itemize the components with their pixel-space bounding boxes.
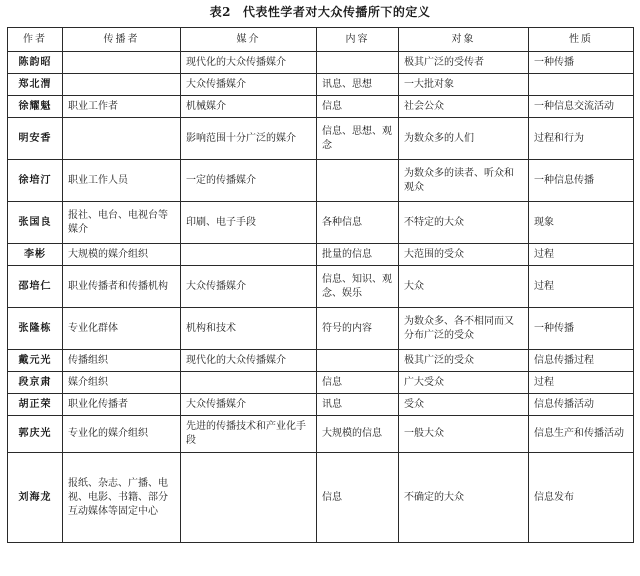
cell-medium (181, 244, 317, 266)
cell-author: 陈韵昭 (8, 52, 63, 74)
cell-communicator: 职业工作人员 (63, 160, 181, 202)
definitions-table (7, 27, 634, 543)
cell-medium: 机械媒介 (181, 96, 317, 118)
table-number: 表2 (209, 5, 231, 19)
cell-content: 讯息 (317, 394, 399, 416)
cell-content: 信息、知识、观念、娱乐 (317, 266, 399, 308)
table-row (8, 118, 634, 160)
cell-content (317, 160, 399, 202)
cell-author: 徐耀魁 (8, 96, 63, 118)
cell-audience: 大范围的受众 (399, 244, 529, 266)
header-author: 作者 (8, 28, 63, 52)
cell-medium: 机构和技术 (181, 308, 317, 350)
table-row (8, 453, 634, 543)
header-content: 内容 (317, 28, 399, 52)
cell-communicator: 专业化群体 (63, 308, 181, 350)
table-title: 代表性学者对大众传播所下的定义 (242, 5, 431, 19)
cell-medium: 影响范围十分广泛的媒介 (181, 118, 317, 160)
cell-nature: 信息发布 (529, 453, 634, 543)
cell-author: 刘海龙 (8, 453, 63, 543)
cell-audience: 广大受众 (399, 372, 529, 394)
table-header-row (8, 28, 634, 52)
cell-nature: 信息传播过程 (529, 350, 634, 372)
cell-communicator: 报社、电台、电视台等媒介 (63, 202, 181, 244)
cell-content (317, 350, 399, 372)
cell-nature (529, 74, 634, 96)
cell-content (317, 52, 399, 74)
table-row (8, 52, 634, 74)
table-row (8, 96, 634, 118)
cell-audience: 受众 (399, 394, 529, 416)
cell-medium: 大众传播媒介 (181, 74, 317, 96)
cell-communicator (63, 74, 181, 96)
cell-communicator (63, 118, 181, 160)
cell-nature: 一种传播 (529, 52, 634, 74)
table-row (8, 308, 634, 350)
cell-medium (181, 372, 317, 394)
cell-content: 符号的内容 (317, 308, 399, 350)
cell-nature: 过程 (529, 244, 634, 266)
cell-medium: 印刷、电子手段 (181, 202, 317, 244)
table-row (8, 416, 634, 453)
cell-content: 大规模的信息 (317, 416, 399, 453)
cell-communicator: 职业化传播者 (63, 394, 181, 416)
cell-communicator: 职业工作者 (63, 96, 181, 118)
cell-author: 明安香 (8, 118, 63, 160)
cell-audience: 为数众多的读者、听众和观众 (399, 160, 529, 202)
cell-nature: 一种传播 (529, 308, 634, 350)
cell-nature: 过程和行为 (529, 118, 634, 160)
cell-communicator (63, 52, 181, 74)
header-audience: 对象 (399, 28, 529, 52)
table-row (8, 372, 634, 394)
cell-author: 邵培仁 (8, 266, 63, 308)
cell-medium: 大众传播媒介 (181, 394, 317, 416)
cell-author: 张国良 (8, 202, 63, 244)
cell-communicator: 媒介组织 (63, 372, 181, 394)
cell-audience: 极其广泛的受传者 (399, 52, 529, 74)
cell-audience: 为数众多的人们 (399, 118, 529, 160)
cell-nature: 过程 (529, 372, 634, 394)
cell-nature: 现象 (529, 202, 634, 244)
cell-author: 郑北渭 (8, 74, 63, 96)
header-medium: 媒介 (181, 28, 317, 52)
cell-author: 段京肃 (8, 372, 63, 394)
cell-content: 批量的信息 (317, 244, 399, 266)
cell-nature: 一种信息传播 (529, 160, 634, 202)
cell-content: 各种信息 (317, 202, 399, 244)
cell-communicator: 传播组织 (63, 350, 181, 372)
table-row (8, 394, 634, 416)
cell-communicator: 大规模的媒介组织 (63, 244, 181, 266)
cell-medium: 现代化的大众传播媒介 (181, 52, 317, 74)
cell-communicator: 专业化的媒介组织 (63, 416, 181, 453)
cell-medium: 先进的传播技术和产业化手段 (181, 416, 317, 453)
table-row (8, 350, 634, 372)
cell-communicator: 报纸、杂志、广播、电视、电影、书籍、部分互动媒体等固定中心 (63, 453, 181, 543)
cell-content: 信息 (317, 372, 399, 394)
table-row (8, 266, 634, 308)
cell-author: 戴元光 (8, 350, 63, 372)
table-row (8, 202, 634, 244)
table-row (8, 74, 634, 96)
cell-medium (181, 453, 317, 543)
cell-author: 胡正荣 (8, 394, 63, 416)
cell-audience: 不确定的大众 (399, 453, 529, 543)
cell-nature: 信息传播活动 (529, 394, 634, 416)
cell-medium: 大众传播媒介 (181, 266, 317, 308)
table-row (8, 244, 634, 266)
table-caption (0, 4, 640, 20)
cell-content: 讯息、思想 (317, 74, 399, 96)
cell-communicator: 职业传播者和传播机构 (63, 266, 181, 308)
cell-medium: 现代化的大众传播媒介 (181, 350, 317, 372)
cell-audience: 大众 (399, 266, 529, 308)
cell-audience: 社会公众 (399, 96, 529, 118)
cell-author: 张隆栋 (8, 308, 63, 350)
header-communicator: 传播者 (63, 28, 181, 52)
cell-audience: 一大批对象 (399, 74, 529, 96)
cell-audience: 不特定的大众 (399, 202, 529, 244)
cell-content: 信息、思想、观念 (317, 118, 399, 160)
cell-nature: 一种信息交流活动 (529, 96, 634, 118)
cell-medium: 一定的传播媒介 (181, 160, 317, 202)
cell-author: 李彬 (8, 244, 63, 266)
cell-content: 信息 (317, 453, 399, 543)
cell-nature: 过程 (529, 266, 634, 308)
cell-author: 郭庆光 (8, 416, 63, 453)
cell-author: 徐培汀 (8, 160, 63, 202)
cell-nature: 信息生产和传播活动 (529, 416, 634, 453)
table-row (8, 160, 634, 202)
cell-audience: 一般大众 (399, 416, 529, 453)
header-nature: 性质 (529, 28, 634, 52)
cell-content: 信息 (317, 96, 399, 118)
cell-audience: 为数众多、各不相同而又分布广泛的受众 (399, 308, 529, 350)
cell-audience: 极其广泛的受众 (399, 350, 529, 372)
